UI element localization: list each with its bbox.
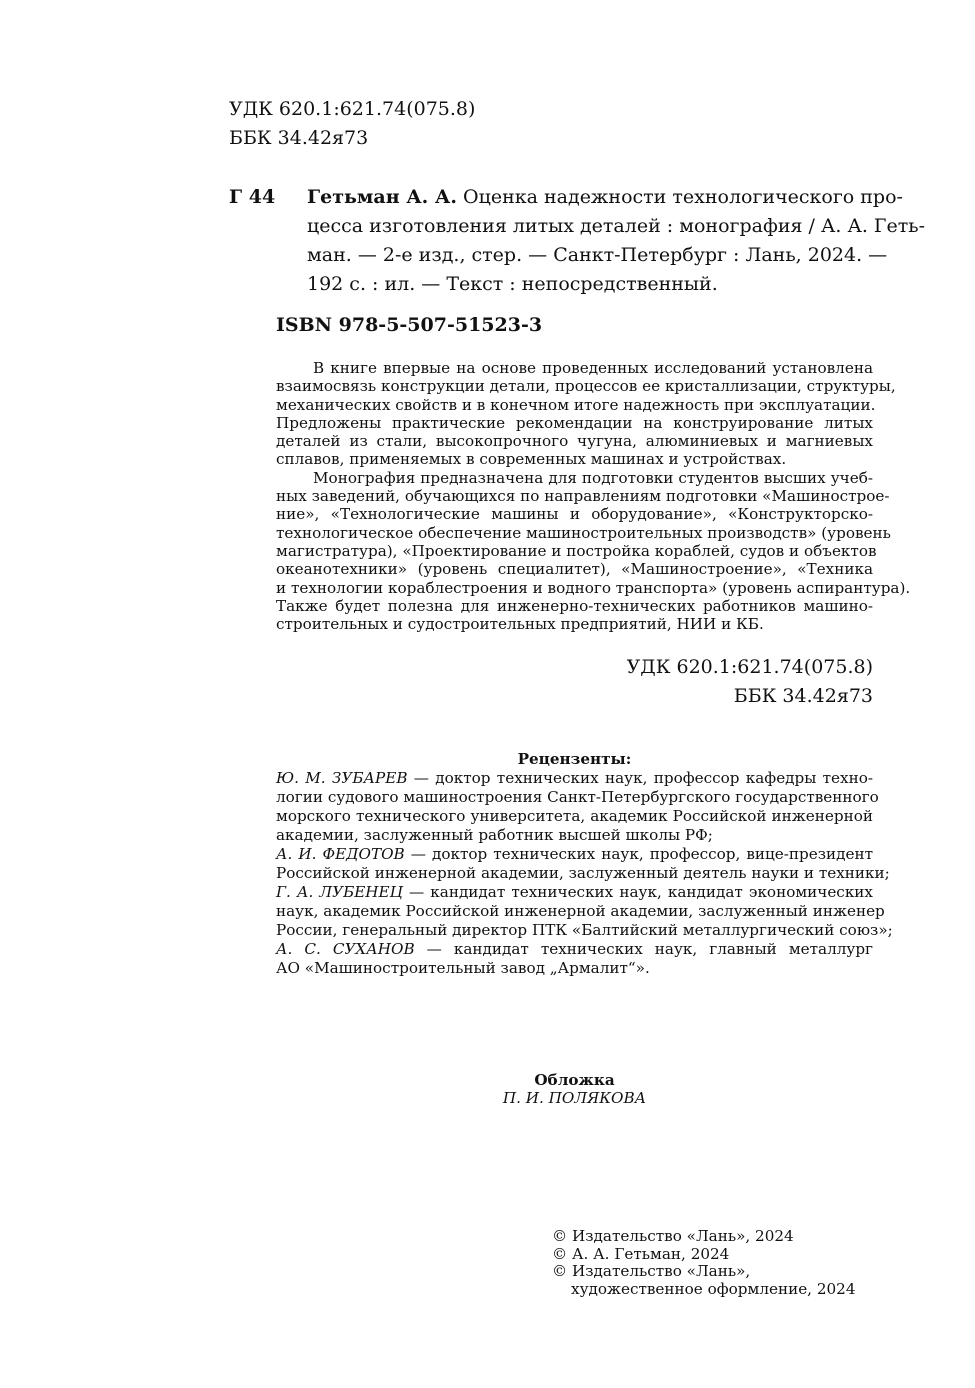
cover-credit-name: П. И. ПОЛЯКОВА <box>502 1089 647 1107</box>
reviewer-name: А. И. ФЕДОТОВ <box>276 845 405 863</box>
copyright-line: художественное оформление, 2024 <box>571 1279 856 1298</box>
biblio-line: Гетьман А. А. Оценка надежности технологического про- <box>307 186 903 208</box>
reviewers-list <box>276 769 893 978</box>
reviewer-line: АО «Машиностроительный завод „Армалит“». <box>276 959 650 977</box>
udk-code: УДК 620.1:621.74(075.8) <box>229 98 476 120</box>
annotation-line: механических свойств и в конечном итоге надежность при эксплуатации. <box>276 395 876 414</box>
reviewer-line: А. И. ФЕДОТОВ — доктор технических наук, профессор, вице-президент <box>276 845 873 863</box>
udk-block-bottom <box>560 653 873 711</box>
isbn: ISBN 978-5-507-51523-3 <box>276 314 543 336</box>
annotation-line: Предложены практические рекомендации на конструирование литых <box>276 413 873 432</box>
bibliographic-record <box>307 183 926 299</box>
reviewer-name: Ю. М. ЗУБАРЕВ <box>276 769 408 787</box>
annotation-line: взаимосвязь конструкции детали, процессов ее кристаллизации, структуры, <box>276 377 896 396</box>
udk-block-top <box>229 95 475 153</box>
reviewers-title: Рецензенты: <box>517 750 632 768</box>
annotation-line: деталей из стали, высокопрочного чугуна, алюминиевых и магниевых <box>276 432 873 451</box>
reviewer-line: А. С. СУХАНОВ — кандидат технических наук, главный металлург <box>276 940 873 958</box>
copyright-block <box>552 1228 856 1298</box>
biblio-line: цесса изготовления литых деталей : монография / А. А. Геть- <box>307 215 926 237</box>
annotation-line: Также будет полезна для инженерно-технических работников машино- <box>276 596 873 615</box>
cover-credit-title: Обложка <box>534 1071 615 1089</box>
copyright-line: © Издательство «Лань», <box>552 1262 751 1280</box>
annotation-line: Монография предназначена для подготовки студентов высших учеб- <box>313 468 873 487</box>
bbk-code: ББК 34.42я73 <box>733 685 873 707</box>
annotation-line: магистратура), «Проектирование и постройка кораблей, судов и объектов <box>276 541 877 560</box>
copyright-line: © А. А. Гетьман, 2024 <box>552 1244 730 1263</box>
biblio-line: 192 с. : ил. — Текст : непосредственный. <box>307 273 718 295</box>
annotation-line: ных заведений, обучающихся по направлениям подготовки «Машинострое- <box>276 487 890 506</box>
annotation-line: В книге впервые на основе проведенных исследований установлена <box>313 359 873 377</box>
reviewer-line: Ю. М. ЗУБАРЕВ — доктор технических наук, профессор кафедры техно- <box>276 769 873 787</box>
annotation-line: технологическое обеспечение машиностроительных производств» (уровень <box>276 523 891 542</box>
udk-code: УДК 620.1:621.74(075.8) <box>626 656 873 678</box>
catalog-code: Г 44 <box>229 186 276 208</box>
annotation-line: океанотехники» (уровень специалитет), «Машиностроение», «Техника <box>276 560 873 579</box>
reviewer-line: Российской инженерной академии, заслуженный деятель науки и техники; <box>276 864 890 882</box>
reviewer-line: академии, заслуженный работник высшей школы РФ; <box>276 826 713 844</box>
reviewer-line: Г. А. ЛУБЕНЕЦ — кандидат технических наук, кандидат экономических <box>276 883 873 901</box>
reviewer-name: А. С. СУХАНОВ <box>276 940 415 958</box>
reviewer-line: наук, академик Российской инженерной академии, заслуженный инженер <box>276 902 885 920</box>
reviewer-line: морского технического университета, академик Российской инженерной <box>276 807 873 825</box>
bbk-code: ББК 34.42я73 <box>229 127 369 149</box>
annotation-line: и технологии кораблестроения и водного транспорта» (уровень аспирантура). <box>276 578 911 597</box>
author-name: Гетьман А. А. <box>307 186 458 208</box>
annotation-line: ние», «Технологические машины и оборудование», «Конструкторско- <box>276 505 873 524</box>
reviewer-line: России, генеральный директор ПТК «Балтийский металлургический союз»; <box>276 921 893 939</box>
annotation-line: сплавов, применяемых в современных машинах и устройствах. <box>276 450 787 469</box>
biblio-line: ман. — 2-е изд., стер. — Санкт-Петербург : Лань, 2024. — <box>307 244 888 266</box>
copyright-line: © Издательство «Лань», 2024 <box>552 1227 794 1245</box>
reviewer-line: логии судового машиностроения Санкт-Петербургского государственного <box>276 788 879 806</box>
reviewer-name: Г. А. ЛУБЕНЕЦ <box>276 883 403 901</box>
annotation-line: строительных и судостроительных предприятий, НИИ и КБ. <box>276 615 764 634</box>
annotation <box>276 359 911 634</box>
